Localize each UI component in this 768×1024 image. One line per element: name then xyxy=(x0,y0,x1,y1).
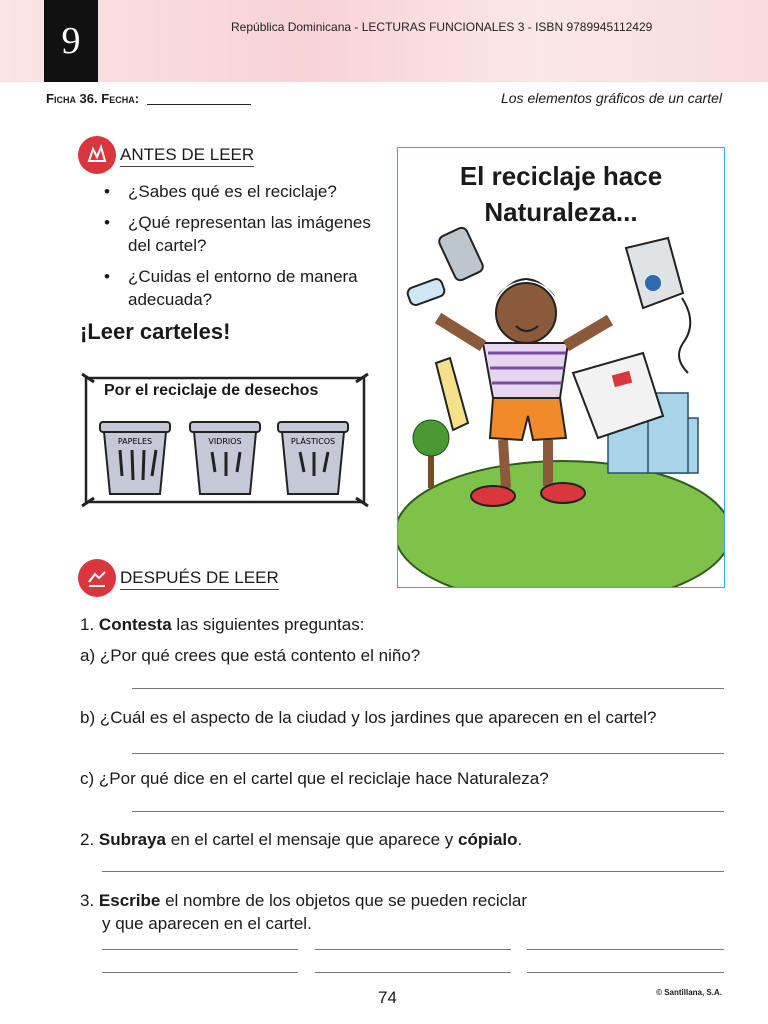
can-icon xyxy=(437,226,484,282)
after-reading-icon xyxy=(78,559,116,597)
item-text: ¿Por qué dice en el cartel que el reciclaje hace Naturaleza? xyxy=(98,769,549,788)
question-1a xyxy=(80,646,420,666)
question-1 xyxy=(80,615,364,635)
ficha-number: Ficha 36. xyxy=(46,91,98,106)
question-number: 1. xyxy=(80,615,95,634)
poster-title-line: El reciclaje hace xyxy=(459,161,663,191)
mini-poster xyxy=(80,372,370,508)
date-field[interactable] xyxy=(147,104,251,105)
bullet-item: • ¿Cuidas el entorno de manera adecuada? xyxy=(104,265,394,311)
item-letter: a) xyxy=(80,646,96,665)
chapter-number-tab: 9 xyxy=(44,0,98,82)
question-number: 3. xyxy=(80,891,95,910)
book-header: República Dominicana - LECTURAS FUNCIONALES 3 - ISBN 9789945112429 xyxy=(231,20,653,34)
juice-carton-icon xyxy=(626,238,690,373)
answer-line[interactable] xyxy=(102,871,724,872)
item-text: ¿Por qué crees que está contento el niño? xyxy=(99,646,421,665)
bullet-item: • ¿Qué representan las imágenes del cartel? xyxy=(104,211,394,257)
question-verb: Escribe xyxy=(98,891,161,910)
question-text: en el cartel el mensaje que aparece y xyxy=(166,830,459,849)
after-reading-title: DESPUÉS DE LEER xyxy=(120,568,279,590)
answer-line[interactable] xyxy=(527,949,724,950)
poster-title-line: Naturaleza... xyxy=(484,197,638,227)
date-label: Fecha: xyxy=(101,91,140,106)
read-posters-heading: ¡Leer carteles! xyxy=(80,319,231,344)
question-verb: Subraya xyxy=(98,830,167,849)
page-number: 74 xyxy=(378,988,397,1007)
before-reading-icon xyxy=(78,136,116,174)
question-number: 2. xyxy=(80,830,95,849)
trash-bin-icon xyxy=(100,422,170,494)
answer-line[interactable] xyxy=(315,949,511,950)
bin-label: PLÁSTICOS xyxy=(290,437,336,446)
answer-line[interactable] xyxy=(132,688,724,689)
question-verb: Contesta xyxy=(98,615,172,634)
answer-line[interactable] xyxy=(102,949,298,950)
worksheet-label xyxy=(46,91,251,106)
question-1c xyxy=(80,769,549,789)
bin-label: VIDRIOS xyxy=(208,437,242,446)
question-2 xyxy=(80,830,522,850)
bullet-item: • ¿Sabes qué es el reciclaje? xyxy=(104,180,394,203)
trash-bin-icon xyxy=(190,422,260,494)
before-reading-questions xyxy=(104,180,394,319)
poster-illustration xyxy=(398,148,724,587)
answer-line[interactable] xyxy=(132,811,724,812)
worksheet-topic: Los elementos gráficos de un cartel xyxy=(500,90,722,106)
header-band xyxy=(0,0,768,82)
question-1b xyxy=(80,708,656,728)
item-text: ¿Cuál es el aspecto de la ciudad y los jardines que aparecen en el cartel? xyxy=(99,708,657,727)
item-letter: b) xyxy=(80,708,96,727)
answer-line[interactable] xyxy=(102,972,298,973)
question-text: . xyxy=(517,830,523,849)
mini-poster-title: Por el reciclaje de desechos xyxy=(104,382,319,399)
question-text: las siguientes preguntas: xyxy=(171,615,365,634)
question-verb: cópialo xyxy=(458,830,518,849)
question-text: el nombre de los objetos que se pueden reciclar xyxy=(160,891,528,910)
item-letter: c) xyxy=(80,769,95,788)
question-text: y que aparecen en el cartel. xyxy=(102,914,312,933)
before-reading-title: ANTES DE LEER xyxy=(120,145,254,167)
recycling-poster xyxy=(397,147,725,588)
answer-line[interactable] xyxy=(315,972,511,973)
question-3 xyxy=(80,889,527,935)
trash-bin-icon xyxy=(278,422,348,494)
glass-bottle-icon xyxy=(436,358,468,430)
bin-label: PAPELES xyxy=(117,437,153,446)
answer-line[interactable] xyxy=(527,972,724,973)
copyright: © Santillana, S.A. xyxy=(656,988,722,997)
answer-line[interactable] xyxy=(132,753,724,754)
